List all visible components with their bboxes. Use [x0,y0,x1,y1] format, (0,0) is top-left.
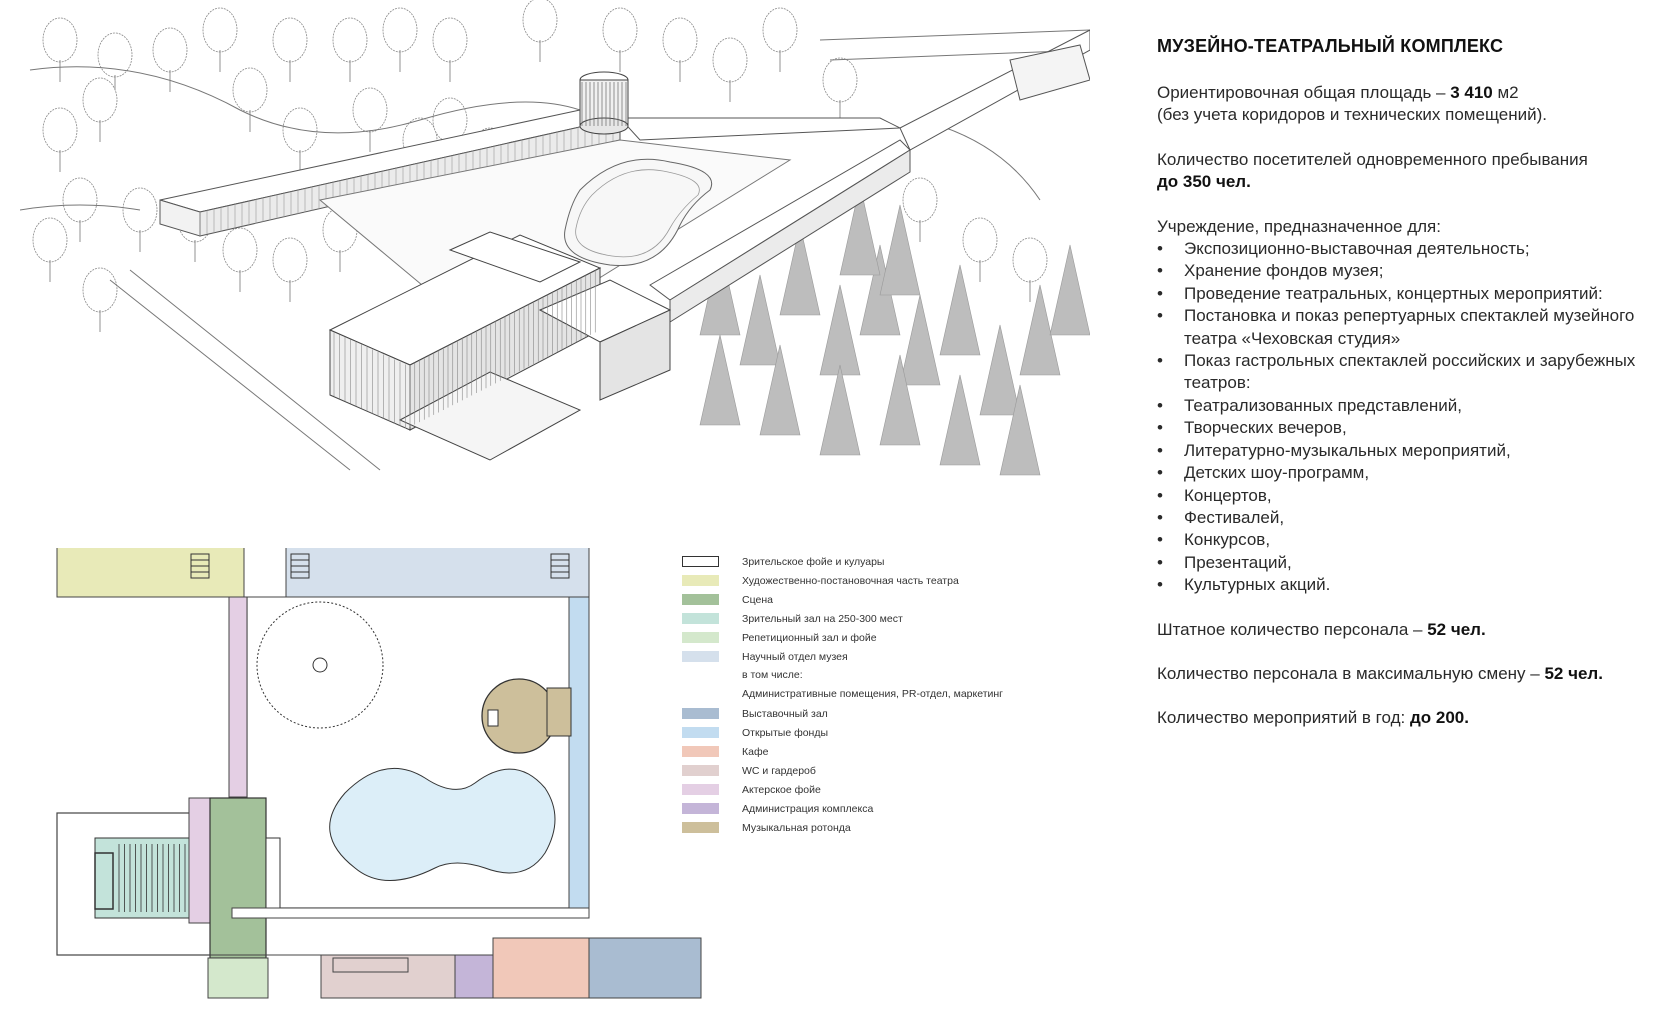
conifer-icon [980,325,1020,415]
legend-label: Открытые фонды [742,726,829,739]
south-wing-outline [232,908,589,918]
tree-icon [33,218,67,262]
purpose-item: • Презентаций, [1157,552,1677,574]
zone-exhibition [589,938,701,998]
description-panel [1157,36,1677,752]
legend-item [682,723,1062,742]
legend-label: Зрительный зал на 250-300 мест [742,612,903,625]
tree-icon [1013,238,1047,282]
legend-swatch [682,556,719,567]
legend-subheading: в том числе: [742,669,803,681]
legend-item [682,704,1062,723]
site-road [820,30,1090,40]
zone-actor-foyer-west [189,798,211,923]
zone-production [57,548,244,597]
legend-swatch [682,613,719,624]
zone-science [286,548,589,597]
legend-label: Кафе [742,745,769,758]
legend-label: Выставочный зал [742,707,828,720]
tree-icon [63,178,97,222]
purpose-item: • Фестивалей, [1157,507,1677,529]
tree-icon [43,18,77,62]
legend-swatch [682,746,719,757]
legend-item [682,761,1062,780]
zone-cafe [493,938,589,998]
zone-stage [210,798,266,958]
legend-label: Репетиционный зал и фойе [742,631,877,644]
tree-icon [603,8,637,52]
plan-legend [682,552,1062,837]
purpose-paragraph [1157,216,1677,597]
staff-value: 52 чел. [1427,619,1486,639]
zone-open-funds [569,597,589,909]
legend-swatch [682,708,719,719]
legend-swatch [682,765,719,776]
conifer-icon [740,275,780,365]
legend-item [682,590,1062,609]
tree-icon [203,8,237,52]
tree-icon [233,68,267,112]
conifer-icon [820,365,860,455]
tree-icon [273,238,307,282]
rotunda-fixture [488,710,498,726]
area-paragraph [1157,82,1677,127]
tree-icon [523,0,557,42]
tree-icon [153,28,187,72]
shift-label: Количество персонала в максимальную смену – [1157,663,1545,683]
staff-label: Штатное количество персонала – [1157,619,1428,639]
tree-icon [383,8,417,52]
purpose-intro: Учреждение, предназначенное для: [1157,216,1441,236]
tree-icon [83,268,117,312]
legend-swatch [682,803,719,814]
staff-paragraph [1157,619,1677,641]
area-note: (без учета коридоров и технических помещений). [1157,105,1547,125]
purpose-item: • Культурных акций. [1157,574,1677,596]
conifer-icon [1050,245,1090,335]
tree-icon [353,88,387,132]
conifer-icon [900,295,940,385]
tree-icon [273,18,307,62]
legend-label: Администрация комплекса [742,802,874,815]
aerial-view-illustration [20,0,1090,480]
legend-label: Научный отдел музея [742,650,848,663]
tree-icon [823,58,857,102]
tree-icon [333,18,367,62]
legend-swatch [682,727,719,738]
legend-swatch [682,784,719,795]
tree-icon [223,228,257,272]
area-unit: м2 [1492,83,1519,102]
site-road [110,280,350,470]
shift-value: 52 чел. [1544,663,1603,683]
events-label: Количество мероприятий в год: [1157,708,1410,728]
legend-item [682,799,1062,818]
legend-label: Актерское фойе [742,783,821,796]
legend-subheading: Административные помещения, PR-отдел, маркетинг [742,688,1004,700]
tree-icon [903,178,937,222]
zone-rehearsal [208,958,268,998]
legend-label: Зрительское фойе и кулуары [742,555,885,568]
shift-paragraph [1157,663,1677,685]
purpose-item: • Экспозиционно-выставочная деятельность; [1157,238,1677,260]
zone-actor-foyer [229,597,247,797]
tree-icon [83,78,117,122]
purpose-item: • Театрализованных представлений, [1157,395,1677,417]
legend-label: Сцена [742,593,773,606]
rotunda [580,72,628,134]
legend-item [682,571,1062,590]
purpose-item: • Концертов, [1157,485,1677,507]
purpose-item: • Проведение театральных, концертных мероприятий: [1157,283,1677,305]
zone-lobby-north [244,548,286,597]
conifer-icon [940,265,980,355]
legend-label: WC и гардероб [742,764,816,777]
legend-swatch [682,822,719,833]
legend-label: Художественно-постановочная часть театра [742,574,959,587]
legend-swatch [682,575,719,586]
events-value: до 200. [1409,708,1469,728]
events-paragraph [1157,707,1677,729]
tree-icon [963,218,997,262]
floor-plan [55,548,755,1033]
legend-swatch [682,651,719,662]
purpose-item: • Творческих вечеров, [1157,417,1677,439]
tree-icon [763,8,797,52]
tree-icon [43,108,77,152]
purpose-item: • Детских шоу-программ, [1157,462,1677,484]
legend-item [682,780,1062,799]
purpose-item: • Постановка и показ репертуарных спектаклей музейного театра «Чеховская студия» [1157,305,1677,350]
legend-item [682,818,1062,837]
legend-item [682,609,1062,628]
visitors-label: Количество посетителей одновременного пребывания [1157,149,1588,169]
zone-administration [455,955,493,998]
purpose-item: • Показ гастрольных спектаклей российских и зарубежных театров: [1157,350,1677,395]
visitors-paragraph [1157,149,1677,194]
visitors-value: до 350 чел. [1157,172,1251,192]
purpose-item: • Хранение фондов музея; [1157,260,1677,282]
zone-wc [321,955,456,998]
stage-wing [266,838,280,918]
purpose-item: • Литературно-музыкальных мероприятий, [1157,440,1677,462]
legend-swatch [682,594,719,605]
conifer-icon [940,375,980,465]
legend-item [682,628,1062,647]
auditorium-stage-front [95,853,113,909]
legend-item [682,742,1062,761]
legend-item [682,552,1062,571]
conifer-icon [700,335,740,425]
courtyard-center [313,658,327,672]
area-prefix: Ориентировочная общая площадь – [1157,83,1451,102]
zone-rotunda-annex [547,688,571,736]
distant-building [1010,45,1090,100]
legend-label: Музыкальная ротонда [742,821,851,834]
purpose-item: • Конкурсов, [1157,529,1677,551]
legend-item [682,647,1062,666]
area-value: 3 410 [1450,83,1493,102]
page-title: МУЗЕЙНО-ТЕАТРАЛЬНЫЙ КОМПЛЕКС [1157,36,1504,56]
tree-icon [713,38,747,82]
tree-icon [663,18,697,62]
legend-swatch [682,632,719,643]
tree-icon [433,18,467,62]
conifer-icon [820,285,860,375]
purpose-list [1157,238,1677,597]
